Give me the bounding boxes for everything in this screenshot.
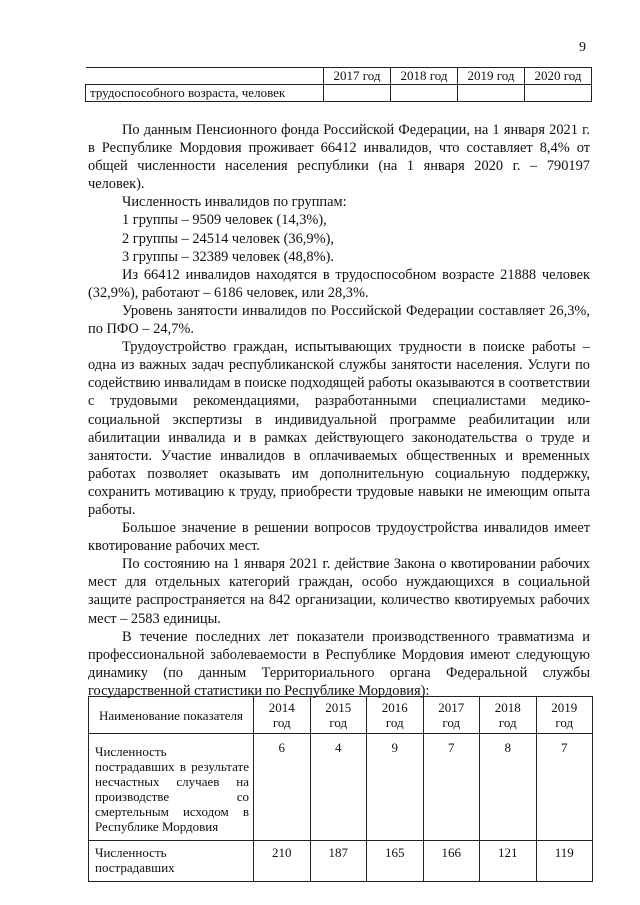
year-value: 2016	[381, 700, 408, 715]
paragraph: Большое значение в решении вопросов трудоустройства инвалидов имеет квотирование рабочих мест.	[88, 520, 590, 555]
year-unit: год	[272, 715, 291, 730]
injury-row-value: 6	[254, 734, 311, 841]
injury-row-value: 166	[423, 841, 480, 882]
top-table-empty-cell	[86, 68, 324, 85]
top-table-year: 2019 год	[458, 68, 525, 85]
injury-row-value: 4	[310, 734, 367, 841]
paragraph: Уровень занятости инвалидов по Российской Федерации составляет 26,3%, по ПФО – 24,7%.	[88, 302, 590, 338]
paragraph: По состоянию на 1 января 2021 г. действие Закона о квотировании рабочих мест для отдельных категорий граждан, особо нуждающихся в социальной защите распространяется на 842 организации, количество квотируемых рабочих мест – 2583 единицы.	[88, 556, 590, 627]
paragraph: Численность инвалидов по группам:	[122, 194, 347, 211]
injury-table-header-year	[254, 697, 311, 734]
top-table-row-label: трудоспособного возраста, человек	[86, 85, 324, 102]
year-value: 2015	[325, 700, 352, 715]
injury-table-header-name: Наименование показателя	[89, 697, 254, 734]
document-body	[88, 121, 590, 700]
injury-table-header-year	[480, 697, 537, 734]
top-table-cell	[324, 85, 391, 102]
year-value: 2018	[494, 700, 521, 715]
top-table-cell	[458, 85, 525, 102]
year-value: 2014	[268, 700, 295, 715]
injury-row-value: 7	[536, 734, 593, 841]
injury-row-value: 121	[480, 841, 537, 882]
injury-table-header-year	[310, 697, 367, 734]
table-row	[89, 841, 593, 882]
list-item: 3 группы – 32389 человек (48,8%).	[122, 248, 334, 265]
list-item: 2 группы – 24514 человек (36,9%),	[122, 230, 334, 247]
top-table-year: 2020 год	[525, 68, 592, 85]
injury-row-value: 165	[367, 841, 424, 882]
year-unit: год	[555, 715, 574, 730]
injury-row-value: 119	[536, 841, 593, 882]
paragraph: Трудоустройство граждан, испытывающих трудности в поиске работы – одна из важных задач республиканской службы занятости населения. Услуги по содействию инвалидам в поиске подходящей работы оказываются в соответствии с трудовыми рекомендациями, разработанными специалистами медико-социальной экспертизы в индивидуальной программе реабилитации или абилитации инвалида и в рамках действующего законодательства о труде и занятости. Участие инвалидов в оплачиваемых общественных и временных работах позволяет оказывать им дополнительную социальную поддержку, сохранить мотивацию к труду, приобрести трудовые навыки не имеющим опыта работы.	[88, 339, 590, 518]
top-table-year: 2017 год	[324, 68, 391, 85]
injury-row-value: 7	[423, 734, 480, 841]
table-row	[89, 734, 593, 841]
injury-row-value: 9	[367, 734, 424, 841]
injury-row-name: Численность пострадавших	[89, 841, 254, 882]
year-unit: год	[442, 715, 461, 730]
paragraph: В течение последних лет показатели производственного травматизма и профессиональной заболеваемости в Республике Мордовия имеют следующую динамику (по данным Территориального органа Федеральной службы государственной статистики по Республике Мордовия):	[88, 628, 590, 699]
paragraph: Из 66412 инвалидов находятся в трудоспособном возрасте 21888 человек (32,9%), работают – 6186 человек, или 28,3%.	[88, 266, 590, 301]
top-table-cell	[391, 85, 458, 102]
year-unit: год	[385, 715, 404, 730]
injury-table	[88, 696, 593, 882]
page-number: 9	[579, 40, 586, 55]
injury-table-header-row	[89, 697, 593, 734]
top-table-row	[86, 85, 592, 102]
paragraph: По данным Пенсионного фонда Российской Федерации, на 1 января 2021 г. в Республике Мордовия проживает 66412 инвалидов, что составляет 8,4% от общей численности населения республики (на 1 января 2020 г. – 790197 человек).	[88, 122, 590, 193]
injury-row-value: 210	[254, 841, 311, 882]
year-unit: год	[498, 715, 517, 730]
year-value: 2017	[438, 700, 465, 715]
list-item: 1 группы – 9509 человек (14,3%),	[122, 212, 327, 229]
top-continuation-table	[85, 67, 592, 102]
top-table-cell	[525, 85, 592, 102]
injury-row-value: 8	[480, 734, 537, 841]
injury-row-value: 187	[310, 841, 367, 882]
injury-table-header-year	[536, 697, 593, 734]
injury-row-name: Численность пострадавших в результате несчастных случаев на производстве со смертельным исходом в Республике Мордовия	[89, 734, 254, 841]
top-table-header-row	[86, 68, 592, 85]
top-table-year: 2018 год	[391, 68, 458, 85]
injury-table-header-year	[367, 697, 424, 734]
year-unit: год	[329, 715, 348, 730]
year-value: 2019	[551, 700, 578, 715]
injury-table-header-year	[423, 697, 480, 734]
